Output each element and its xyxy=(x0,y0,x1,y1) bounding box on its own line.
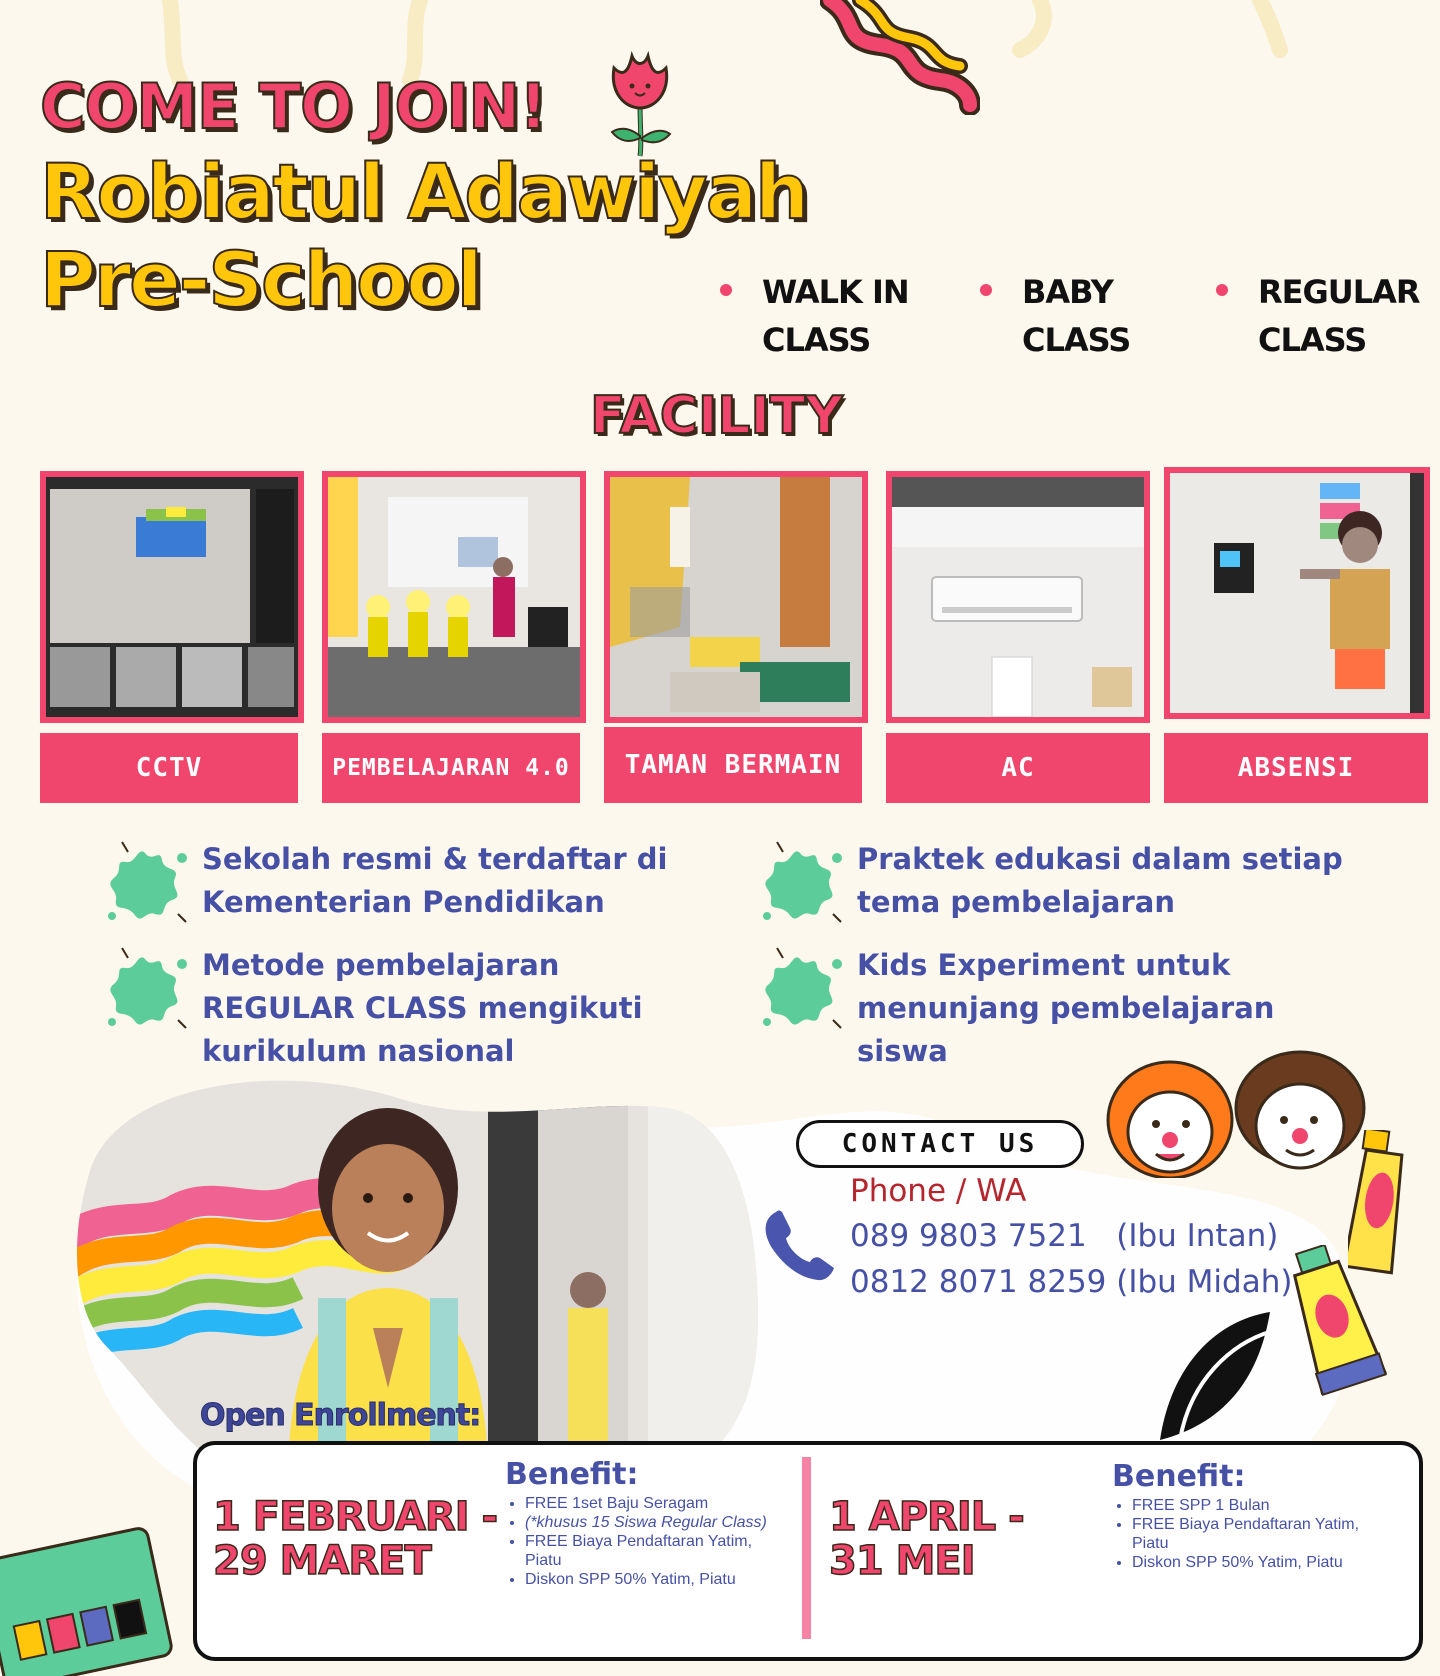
cartoon-kids-illustration xyxy=(1100,1038,1390,1178)
class-regular-line2: CLASS xyxy=(1258,321,1367,359)
feature-text-line: tema pembelajaran xyxy=(857,885,1176,919)
feature-text-line: REGULAR CLASS mengikuti xyxy=(202,991,643,1025)
phone-number-intan: 089 9803 7521 (Ibu Intan) xyxy=(850,1218,1279,1254)
period-1-date-end: 29 MARET xyxy=(213,1538,431,1584)
facility-card-pembelajaran xyxy=(322,471,586,803)
benefit-item: • (*khusus 15 Siswa Regular Class) xyxy=(525,1513,775,1532)
taman-bermain-photo xyxy=(604,471,868,723)
pembelajaran-photo xyxy=(322,471,586,723)
phone-icon xyxy=(760,1204,840,1284)
facility-card-taman-bermain xyxy=(604,471,868,803)
come-to-join-heading: COME TO JOIN! xyxy=(40,70,547,143)
enrollment-divider xyxy=(802,1457,811,1639)
tulip-flower-icon xyxy=(600,48,680,158)
paint-tube-icon xyxy=(1282,1245,1392,1405)
facility-heading: FACILITY xyxy=(590,386,843,446)
enrollment-period-2-date xyxy=(829,1495,1024,1583)
feature-text-line: Kids Experiment untuk xyxy=(857,948,1231,982)
green-splat-icon xyxy=(755,944,845,1034)
feature-text-line: siswa xyxy=(857,1034,948,1068)
facility-label-absensi: ABSENSI xyxy=(1164,733,1428,803)
feature-text-line: menunjang pembelajaran xyxy=(857,991,1275,1025)
benefit-title: Benefit: xyxy=(505,1457,639,1492)
class-regular-line1: REGULAR xyxy=(1258,273,1420,311)
feature-text-line: Kementerian Pendidikan xyxy=(202,885,605,919)
green-splat-icon xyxy=(755,838,845,928)
cctv-photo xyxy=(40,471,304,723)
feature-text-line: kurikulum nasional xyxy=(202,1034,515,1068)
period-2-date-end: 31 MEI xyxy=(829,1538,975,1584)
contact-us-button[interactable]: CONTACT US xyxy=(796,1120,1084,1168)
facility-card-ac xyxy=(886,471,1150,803)
class-walk-in xyxy=(720,268,909,364)
school-name-line1: Robiatul Adawiyah xyxy=(40,147,808,236)
class-baby-line2: CLASS xyxy=(1022,321,1131,359)
facility-card-absensi xyxy=(1164,467,1430,803)
playroom-image xyxy=(610,477,862,717)
school-name-line2: Pre-School xyxy=(40,235,481,324)
feature-text-line: Sekolah resmi & terdaftar di xyxy=(202,842,668,876)
feature-text-line: Praktek edukasi dalam setiap xyxy=(857,842,1343,876)
class-baby xyxy=(980,268,1130,364)
cctv-screen-image xyxy=(46,477,298,717)
benefit-item: • Diskon SPP 50% Yatim, Piatu xyxy=(1132,1553,1382,1572)
classroom-image xyxy=(328,477,580,717)
facility-label-taman-bermain: TAMAN BERMAIN xyxy=(604,727,862,803)
green-splat-icon xyxy=(100,838,190,928)
facility-label-ac: AC xyxy=(886,733,1150,803)
feature-item-registered xyxy=(100,838,667,928)
air-conditioner-image xyxy=(892,477,1144,717)
open-enrollment-heading: Open Enrollment: xyxy=(200,1398,481,1433)
green-splat-icon xyxy=(100,944,190,1034)
enrollment-panel xyxy=(193,1441,1423,1661)
facility-label-cctv: CCTV xyxy=(40,733,298,803)
facility-card-cctv xyxy=(40,471,304,803)
feature-item-praktek xyxy=(755,838,1343,928)
benefit-list xyxy=(1112,1496,1382,1572)
class-baby-line1: BABY xyxy=(1022,273,1113,311)
school-name-title xyxy=(40,148,807,324)
wavy-squiggle-decoration xyxy=(820,0,980,115)
paint-palette-icon xyxy=(0,1510,180,1676)
facility-label-pembelajaran: PEMBELAJARAN 4.0 xyxy=(322,733,580,803)
class-walk-in-line2: CLASS xyxy=(762,321,871,359)
enrollment-period-2-benefits xyxy=(1112,1459,1382,1572)
enrollment-period-1-benefits xyxy=(505,1457,775,1589)
benefit-list xyxy=(505,1494,775,1589)
enrollment-period-1-date xyxy=(213,1495,497,1583)
benefit-item: • Diskon SPP 50% Yatim, Piatu xyxy=(525,1570,775,1589)
period-2-date-start: 1 APRIL - xyxy=(829,1494,1024,1540)
phone-wa-label: Phone / WA xyxy=(850,1173,1027,1209)
benefit-item: • FREE Biaya Pendaftaran Yatim, Piatu xyxy=(1132,1515,1382,1553)
bullet-dot-icon xyxy=(720,284,732,296)
benefit-item: • FREE Biaya Pendaftaran Yatim, Piatu xyxy=(525,1532,775,1570)
bullet-dot-icon xyxy=(1216,284,1228,296)
ac-photo xyxy=(886,471,1150,723)
period-1-date-start: 1 FEBRUARI - xyxy=(213,1494,498,1540)
benefit-item: • FREE 1set Baju Seragam xyxy=(525,1494,775,1513)
absensi-photo xyxy=(1164,467,1430,719)
class-regular xyxy=(1216,268,1420,364)
benefit-item: • FREE SPP 1 Bulan xyxy=(1132,1496,1382,1515)
bullet-dot-icon xyxy=(980,284,992,296)
black-leaf-doodle xyxy=(1150,1312,1290,1442)
class-walk-in-line1: WALK IN xyxy=(762,273,909,311)
phone-number-midah: 0812 8071 8259 (Ibu Midah) xyxy=(850,1264,1293,1300)
feature-text-line: Metode pembelajaran xyxy=(202,948,560,982)
attendance-machine-image xyxy=(1170,473,1424,713)
benefit-title: Benefit: xyxy=(1112,1459,1246,1494)
